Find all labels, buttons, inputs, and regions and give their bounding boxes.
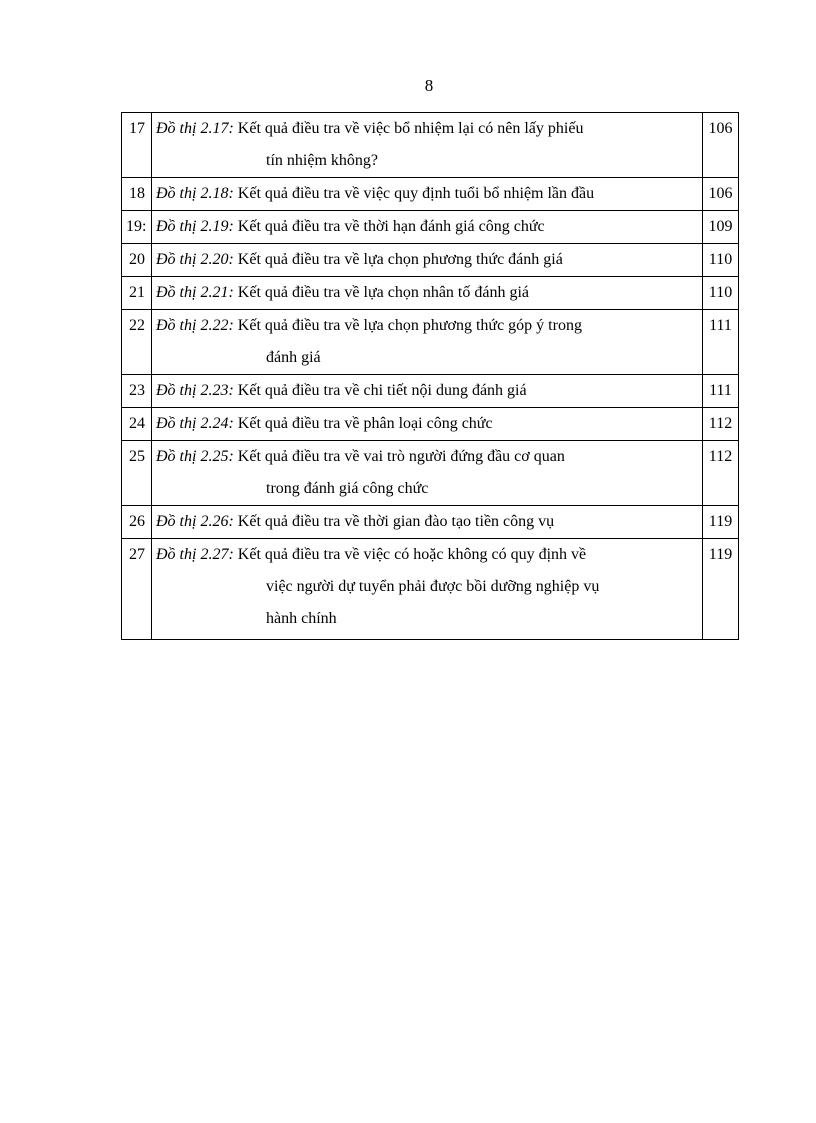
figure-title: Kết quả điều tra về lựa chọn phương thức góp ý trong bbox=[237, 317, 582, 334]
page-ref: 119 bbox=[703, 539, 739, 640]
figure-title-continuation: đánh giá bbox=[266, 349, 321, 366]
figure-title: Kết quả điều tra về lựa chọn nhân tố đánh giá bbox=[237, 284, 530, 301]
table-row bbox=[122, 310, 739, 375]
figure-title: Kết quả điều tra về lựa chọn phương thức đánh giá bbox=[237, 251, 563, 268]
figure-title-continuation: trong đánh giá công chức bbox=[266, 480, 429, 497]
row-entry bbox=[152, 441, 703, 506]
page-ref: 106 bbox=[703, 178, 739, 211]
table-row bbox=[122, 113, 739, 178]
figure-reference: Đồ thị 2.19: bbox=[156, 218, 234, 235]
row-entry bbox=[152, 178, 703, 211]
figure-reference: Đồ thị 2.27: bbox=[156, 546, 234, 563]
page-ref: 110 bbox=[703, 277, 739, 310]
row-entry bbox=[152, 211, 703, 244]
figure-reference: Đồ thị 2.25: bbox=[156, 448, 234, 465]
row-entry bbox=[152, 244, 703, 277]
row-number: 20 bbox=[122, 244, 152, 277]
table-row bbox=[122, 506, 739, 539]
figure-title-continuation: việc người dự tuyển phải được bồi dưỡng nghiệp vụ bbox=[266, 578, 600, 595]
row-number: 27 bbox=[122, 539, 152, 640]
row-number: 22 bbox=[122, 310, 152, 375]
page-ref: 106 bbox=[703, 113, 739, 178]
table-row bbox=[122, 539, 739, 640]
row-number: 26 bbox=[122, 506, 152, 539]
figure-title: Kết quả điều tra về việc có hoặc không có quy định về bbox=[237, 546, 587, 563]
table-row bbox=[122, 408, 739, 441]
table-row bbox=[122, 211, 739, 244]
table-row bbox=[122, 375, 739, 408]
row-entry bbox=[152, 310, 703, 375]
figure-reference: Đồ thị 2.21: bbox=[156, 284, 234, 301]
figure-title: Kết quả điều tra về vai trò người đứng đầu cơ quan bbox=[237, 448, 565, 465]
page-ref: 111 bbox=[703, 310, 739, 375]
row-number: 17 bbox=[122, 113, 152, 178]
page-number: 8 bbox=[424, 76, 434, 95]
row-entry bbox=[152, 375, 703, 408]
figure-reference: Đồ thị 2.22: bbox=[156, 317, 234, 334]
table-row bbox=[122, 178, 739, 211]
figure-title-continuation: tín nhiệm không? bbox=[266, 152, 378, 169]
page-ref: 109 bbox=[703, 211, 739, 244]
page-ref: 112 bbox=[703, 441, 739, 506]
figure-reference: Đồ thị 2.23: bbox=[156, 382, 234, 399]
table-row bbox=[122, 441, 739, 506]
table-row bbox=[122, 244, 739, 277]
figure-reference: Đồ thị 2.20: bbox=[156, 251, 234, 268]
row-entry bbox=[152, 113, 703, 178]
figure-title: Kết quả điều tra về chi tiết nội dung đánh giá bbox=[237, 382, 527, 399]
figure-reference: Đồ thị 2.17: bbox=[156, 120, 234, 137]
row-entry bbox=[152, 506, 703, 539]
row-number: 21 bbox=[122, 277, 152, 310]
figure-title: Kết quả điều tra về thời hạn đánh giá công chức bbox=[237, 218, 545, 235]
row-number: 18 bbox=[122, 178, 152, 211]
page-ref: 112 bbox=[703, 408, 739, 441]
row-number: 25 bbox=[122, 441, 152, 506]
page-ref: 110 bbox=[703, 244, 739, 277]
page-ref: 119 bbox=[703, 506, 739, 539]
page-ref: 111 bbox=[703, 375, 739, 408]
row-entry bbox=[152, 539, 703, 640]
figure-title: Kết quả điều tra về thời gian đào tạo tiền công vụ bbox=[237, 513, 555, 530]
row-number: 23 bbox=[122, 375, 152, 408]
row-entry bbox=[152, 408, 703, 441]
figure-title-continuation: hành chính bbox=[266, 610, 337, 627]
figure-title: Kết quả điều tra về việc quy định tuổi bổ nhiệm lần đầu bbox=[237, 185, 595, 202]
row-entry bbox=[152, 277, 703, 310]
figure-reference: Đồ thị 2.26: bbox=[156, 513, 234, 530]
figure-list-table bbox=[121, 112, 739, 640]
figure-title: Kết quả điều tra về phân loại công chức bbox=[237, 415, 493, 432]
row-number: 24 bbox=[122, 408, 152, 441]
figure-title: Kết quả điều tra về việc bổ nhiệm lại có nên lấy phiếu bbox=[237, 120, 584, 137]
row-number: 19: bbox=[122, 211, 152, 244]
figure-reference: Đồ thị 2.24: bbox=[156, 415, 234, 432]
figure-reference: Đồ thị 2.18: bbox=[156, 185, 234, 202]
table-row bbox=[122, 277, 739, 310]
